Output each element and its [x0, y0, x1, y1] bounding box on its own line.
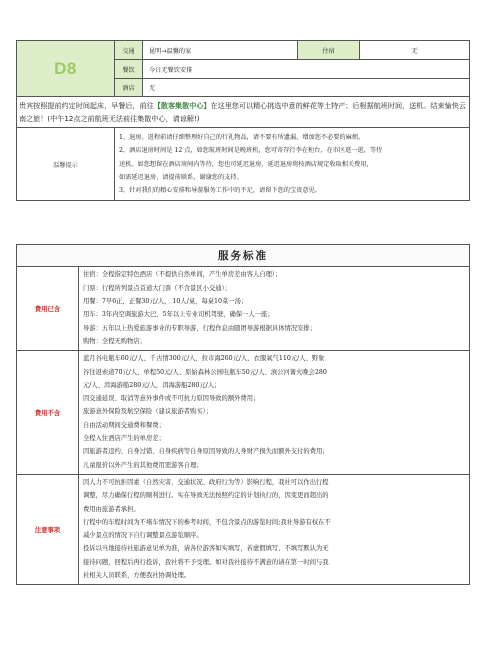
day-cell: [17, 41, 115, 97]
day-description: [17, 97, 470, 128]
notes-line: 接待问题，回程后再行投诉，我社将不予受理。如对我社接待不满意的请在第一时间与我: [83, 558, 329, 566]
tip-line: 3、针对我们的精心安排和导游服务工作中的不足，请留下您的宝贵意见。: [119, 187, 321, 195]
notes-label: 注意事项: [17, 474, 79, 584]
service-standard-title: 服务标准: [17, 245, 470, 267]
excluded-body: [79, 351, 470, 475]
excluded-line: 元/人、洱海游船280元/人，洱海游船280元/人；: [83, 381, 221, 389]
notes-body: [79, 474, 470, 584]
included-line: 门票：行程所列景点首道大门票（不含景区小交通）；: [83, 284, 231, 292]
tips-body: [115, 128, 470, 201]
included-line: 用餐：7早6正，正餐30元/人， 10人/桌，每桌10菜一汤；: [83, 298, 248, 306]
notes-line: 因人力不可抗拒因素（自然灾害、交通状况、政府行为等）影响行程，我社可以作出行程: [83, 478, 329, 486]
excluded-label: 费用不含: [17, 351, 79, 475]
excluded-line: 蓝月谷电瓶车60元/人、千古情300元/人、拉市海260元/人、衣服氧气110元/人、野象: [83, 355, 325, 363]
notes-line: 减少景点的情况下自行调整景点游览顺序。: [83, 532, 203, 540]
description-text-after: 在这里您可以精心挑选中意的鲜花等土特产；后根据航班时间，送机。结束愉快云南之旅！(中午12点之前航班无法前往集散中心，请谅解!): [19, 101, 466, 123]
notes-line: 调整，尽力确保行程的顺利进行。实在导致无法按照约定的计划执行的，因变更而超出的: [83, 492, 329, 500]
excluded-line: 儿童报价以外产生的其他费用需游客自理；: [83, 461, 203, 469]
transport-label: 交通: [115, 41, 143, 60]
excluded-line: 旅游意外保险及航空保险（建议旅游者购买）；: [83, 408, 213, 416]
notes-line: 行程中的车程时间为不堵车情况下的参考时间，不包含景点的游览时间;我社导游有权在不: [83, 518, 331, 526]
excluded-line: 全程入住酒店产生的单房差；: [83, 435, 165, 443]
stay-label: 住宿: [298, 41, 360, 60]
meals-label: 餐饮: [115, 60, 143, 79]
included-label: 费用已含: [17, 267, 79, 351]
day-label: D8: [54, 58, 77, 78]
hotel-value: 无: [143, 79, 470, 97]
day-itinerary-table: [16, 40, 470, 201]
notes-line: 费用由旅游者承担。: [83, 505, 140, 513]
tip-line: 送机。如您想留在酒店房间内等待，您也可延迟退房，延迟退房将按酒店规定收取相关费用，: [119, 160, 373, 168]
included-line: 用车：3年内空调旅游大巴，5年以上专业司机驾驶，确保一人一座；: [83, 311, 274, 319]
included-body: [79, 267, 470, 351]
transport-value: 昆明→温馨的家: [143, 41, 298, 60]
description-text-before: 贵宾按照提前约定时间起床，早餐后，前往: [19, 101, 154, 110]
itinerary-page: [16, 40, 469, 585]
tip-line: 2、酒店退房时间是 12 点，如您航班时间是晚班机，您可寄存行李在柜台，在市区逛一逛，等待: [119, 147, 383, 155]
excluded-line: 因旅游者违约、自身过错、自身疾病等自身原因导致的人身财产损失而额外支付的费用；: [83, 448, 329, 456]
meals-value: 今日无餐饮安排: [143, 60, 470, 79]
included-line: 购物：全程无购物店；: [83, 337, 146, 345]
tip-line: 1、退房、返程前请仔细整理好自己的行礼物品，请不要有所遗漏，增加您不必要的麻烦。: [119, 134, 365, 141]
excluded-line: 因交通延误、取消等意外事件或不可抗力原因导致的额外费用；: [83, 395, 260, 403]
included-line: 住宿：全程指定特色酒店（不提供自然单间，产生单房差由客人自理）；: [83, 271, 282, 279]
included-line: 导游：五年以上热爱旅游事业的专职导游，行程作息由随团导游根据具体情况安排；: [83, 324, 316, 332]
notes-line: 社相关人员联系，方便我社协调处理。: [83, 572, 191, 580]
tip-line: 如需延迟退房，请提前联系，谢谢您的支持。: [119, 173, 243, 181]
tips-label: 温馨提示: [17, 128, 115, 201]
hotel-label: 酒店: [115, 79, 143, 97]
service-standard-table: [16, 244, 470, 585]
excluded-line: 自由活动期间交通费和餐费；: [83, 421, 165, 429]
excluded-line: 谷往返索道70元/人、单程50元/人、原始森林公园电瓶车50元/人、滇公河篝火晚会280: [83, 368, 327, 376]
distribution-center-highlight: 【散客集散中心】: [153, 101, 211, 110]
stay-value: 无: [360, 41, 470, 60]
notes-line: 投诉以当地接待社旅游意见单为准，请各位游客如实填写，若虚假填写、不填写默认为无: [83, 545, 329, 553]
